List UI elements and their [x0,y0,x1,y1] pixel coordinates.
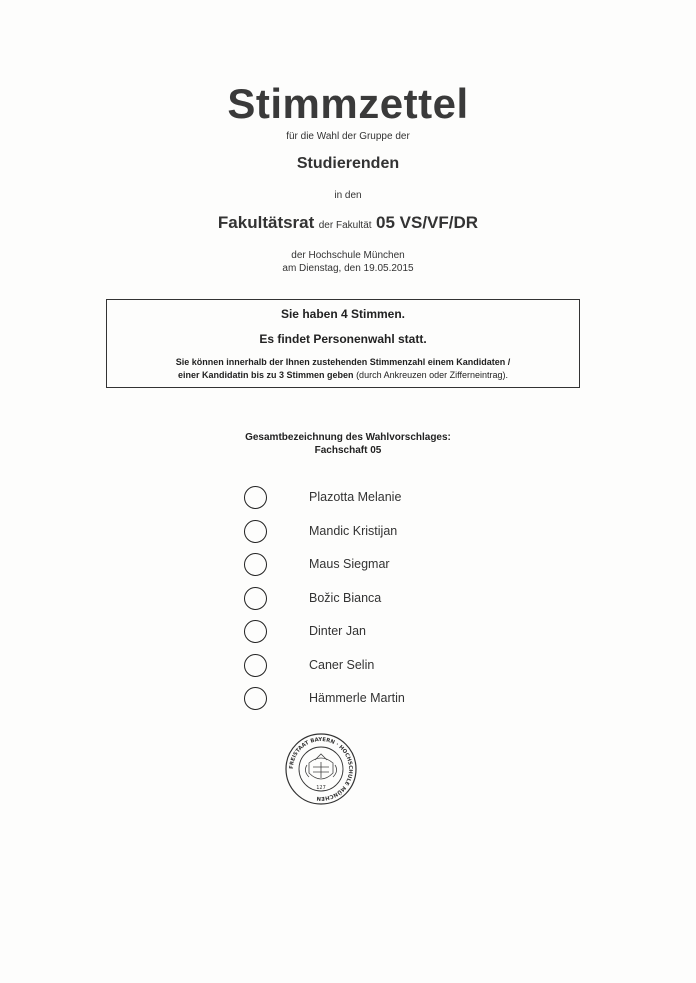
proposal-label: Gesamtbezeichnung des Wahlvorschlages: [245,432,451,443]
institution-text: der Hochschule München [291,250,405,261]
election-body-line [0,213,696,233]
ballot-subtitle: für die Wahl der Gruppe der [286,131,410,142]
body-of-text: der Fakultät [318,220,372,231]
candidate-row [244,618,366,644]
vote-circle[interactable] [244,654,267,677]
candidate-row [244,652,374,678]
vote-circle[interactable] [244,620,267,643]
proposal-name: Fachschaft 05 [314,445,382,456]
candidate-name: Dinter Jan [309,624,366,638]
candidate-name: Maus Siegmar [309,557,390,571]
seal-number: 127 [316,785,326,791]
votes-count-text: Sie haben 4 Stimmen. [280,307,406,321]
vote-circle[interactable] [244,520,267,543]
faculty-name: 05 VS/VF/DR [376,213,479,232]
vote-circle[interactable] [244,486,267,509]
ballot-title: Stimmzettel [227,80,469,127]
instructions-box [106,299,580,388]
voting-rule-text [107,356,579,382]
body-name: Fakultätsrat [217,213,315,232]
vote-circle[interactable] [244,687,267,710]
candidate-name: Plazotta Melanie [309,490,402,504]
election-date: am Dienstag, den 19.05.2015 [282,263,414,274]
candidate-row [244,585,381,611]
candidate-name: Mandic Kristijan [309,524,398,538]
candidate-row [244,484,401,510]
candidate-name: Božic Bianca [309,591,382,605]
official-seal-icon [285,733,357,805]
rule-line-2-normal: (durch Ankreuzen oder Zifferneintrag). [356,370,508,380]
proposal-heading [0,431,696,457]
voter-group: Studierenden [296,155,400,172]
candidate-row [244,551,390,577]
vote-circle[interactable] [244,587,267,610]
vote-circle[interactable] [244,553,267,576]
in-den-text: in den [334,190,362,201]
candidate-row [244,685,405,711]
candidate-name: Caner Selin [309,658,375,672]
voting-mode-text: Es findet Personenwahl statt. [259,332,427,346]
seal-ring-text: FREISTAAT BAYERN · HOCHSCHULE MÜNCHEN [288,736,354,802]
candidate-name: Hämmerle Martin [309,691,405,705]
rule-line-2-bold: einer Kandidatin bis zu 3 Stimmen geben [178,370,354,380]
candidate-row [244,518,397,544]
rule-line-1: Sie können innerhalb der Ihnen zustehenden Stimmenzahl einem Kandidaten / [175,357,511,367]
